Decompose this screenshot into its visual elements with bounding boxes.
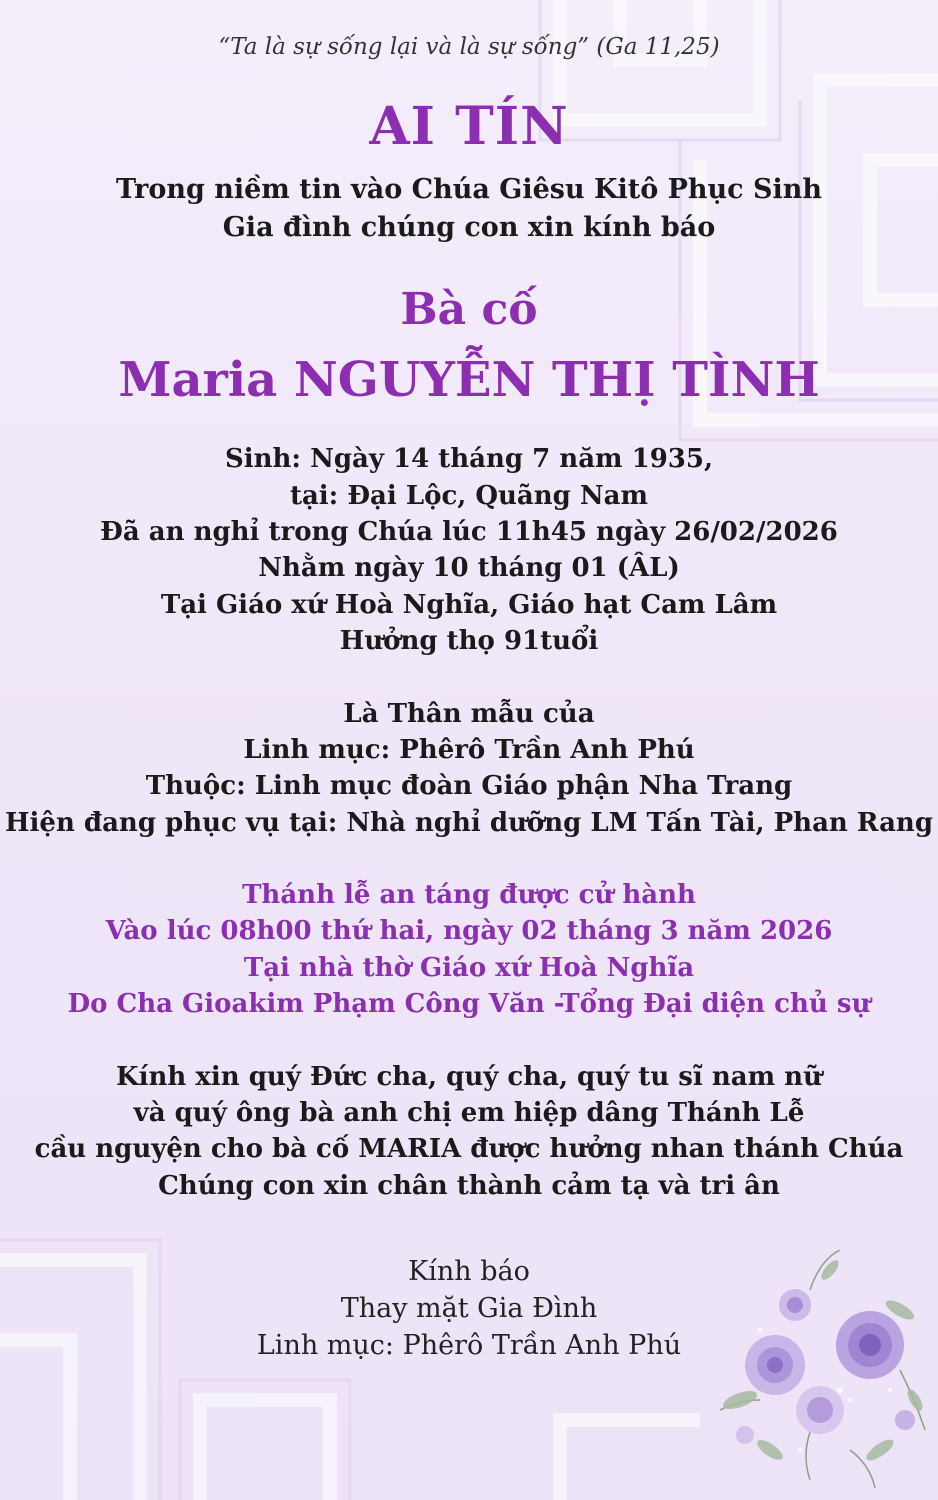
funeral-line: Tại nhà thờ Giáo xứ Hoà Nghĩa: [243, 953, 695, 983]
relation-line: Linh mục: Phêrô Trần Anh Phú: [243, 735, 695, 765]
lunar-date: Nhằm ngày 10 tháng 01 (ÂL): [258, 553, 680, 583]
deceased-honorific: Bà cố: [400, 284, 538, 335]
relation-line: Hiện đang phục vụ tại: Nhà nghỉ dưỡng LM Tấn Tài, Phan Rang: [4, 808, 934, 838]
death-place: Tại Giáo xứ Hoà Nghĩa, Giáo hạt Cam Lâm: [160, 590, 778, 620]
closing-line: và quý ông bà anh chị em hiệp dâng Thánh Lễ: [133, 1098, 805, 1128]
funeral-line: Do Cha Gioakim Phạm Công Văn -Tổng Đại diện chủ sự: [67, 989, 871, 1019]
deceased-name: Maria NGUYỄN THỊ TÌNH: [118, 352, 820, 408]
scripture-quote: “Ta là sự sống lại và là sự sống” (Ga 11,25): [218, 34, 720, 60]
signature-line: Linh mục: Phêrô Trần Anh Phú: [256, 1330, 682, 1361]
intro-line: Trong niềm tin vào Chúa Giêsu Kitô Phục Sinh: [115, 174, 823, 205]
closing-line: Chúng con xin chân thành cảm tạ và tri ân: [158, 1171, 780, 1201]
funeral-line: Thánh lễ an táng được cử hành: [242, 880, 696, 910]
closing-line: cầu nguyện cho bà cố MARIA được hưởng nhan thánh Chúa: [34, 1134, 904, 1164]
rose-bouquet-icon: [700, 1250, 930, 1490]
birth-date: Sinh: Ngày 14 tháng 7 năm 1935,: [224, 444, 714, 474]
relation-line: Thuộc: Linh mục đoàn Giáo phận Nha Trang: [145, 771, 793, 801]
intro-line: Gia đình chúng con xin kính báo: [222, 212, 716, 243]
signature-line: Kính báo: [408, 1256, 530, 1287]
closing-line: Kính xin quý Đức cha, quý cha, quý tu sĩ nam nữ: [116, 1062, 822, 1092]
relation-line: Là Thân mẫu của: [343, 699, 595, 729]
signature-line: Thay mặt Gia Đình: [340, 1293, 598, 1324]
funeral-line: Vào lúc 08h00 thứ hai, ngày 02 tháng 3 năm 2026: [105, 916, 833, 946]
age: Hưởng thọ 91tuổi: [339, 626, 599, 656]
birth-place: tại: Đại Lộc, Quãng Nam: [289, 481, 649, 511]
page-title: AI TÍN: [369, 96, 569, 157]
death-date: Đã an nghỉ trong Chúa lúc 11h45 ngày 26/02/2026: [100, 517, 838, 547]
